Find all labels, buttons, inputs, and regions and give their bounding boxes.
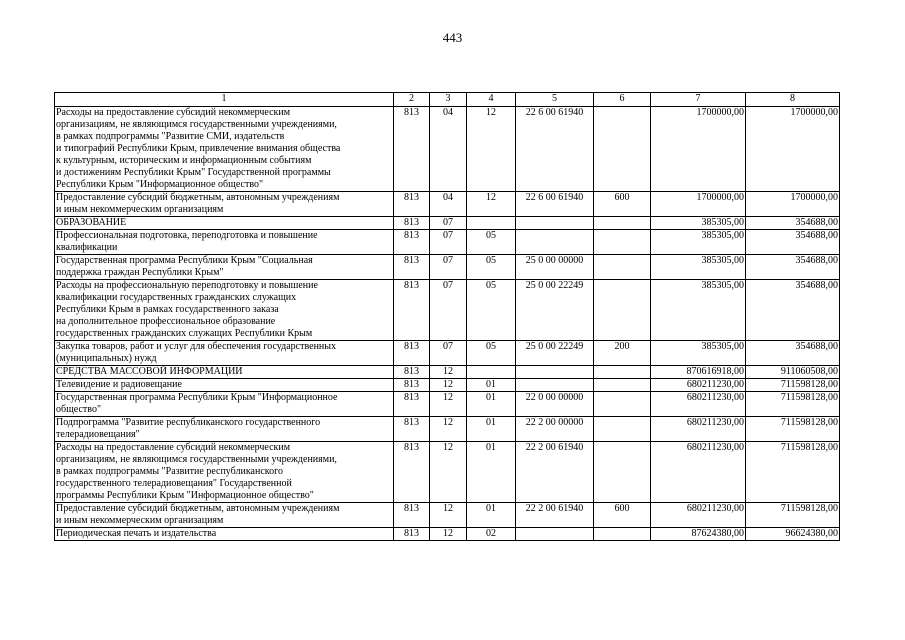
description-line: организациям, не являющимся государственными учреждениями, — [56, 454, 337, 465]
ministry-code-cell: 813 — [394, 379, 430, 392]
subsection-code-cell — [467, 366, 516, 379]
description-line: Предоставление субсидий бюджетным, автономным учреждениям — [56, 503, 340, 514]
section-code-cell: 07 — [430, 230, 467, 255]
row-description — [55, 417, 394, 442]
section-code-cell: 07 — [430, 255, 467, 280]
column-header: 8 — [746, 93, 840, 107]
description-line: квалификации государственных гражданских служащих — [56, 292, 297, 303]
section-code-cell: 07 — [430, 217, 467, 230]
ministry-code-cell: 813 — [394, 417, 430, 442]
target-article-cell: 22 6 00 61940 — [516, 107, 594, 192]
subsection-code-cell: 01 — [467, 392, 516, 417]
subsection-code-cell: 02 — [467, 528, 516, 541]
description-line: Профессиональная подготовка, переподготовка и повышение — [56, 230, 318, 241]
description-line: Предоставление субсидий бюджетным, автономным учреждениям — [56, 192, 340, 203]
expense-type-cell — [594, 528, 651, 541]
amount-year2-cell: 354688,00 — [746, 341, 840, 366]
expense-type-cell: 600 — [594, 503, 651, 528]
expense-type-cell — [594, 392, 651, 417]
description-line: к культурным, историческим и информационным событиям — [56, 155, 312, 166]
row-description — [55, 442, 394, 503]
amount-year1-cell: 385305,00 — [651, 341, 746, 366]
amount-year2-cell: 711598128,00 — [746, 503, 840, 528]
table-row — [55, 217, 840, 230]
row-description — [55, 379, 394, 392]
column-header: 2 — [394, 93, 430, 107]
row-description — [55, 217, 394, 230]
description-line: в рамках подпрограммы "Развитие СМИ, издательств — [56, 131, 285, 142]
subsection-code-cell: 01 — [467, 417, 516, 442]
description-line: Республики Крым в рамках государственного заказа — [56, 304, 279, 315]
amount-year2-cell: 354688,00 — [746, 230, 840, 255]
column-header: 3 — [430, 93, 467, 107]
expense-type-cell — [594, 107, 651, 192]
table-body — [55, 107, 840, 541]
section-code-cell: 04 — [430, 107, 467, 192]
amount-year2-cell: 96624380,00 — [746, 528, 840, 541]
page-number: 443 — [442, 30, 463, 45]
table-row — [55, 280, 840, 341]
target-article-cell: 25 0 00 22249 — [516, 280, 594, 341]
description-line: Подпрограмма "Развитие республиканского государственного — [56, 417, 321, 428]
section-code-cell: 12 — [430, 503, 467, 528]
amount-year2-cell: 354688,00 — [746, 255, 840, 280]
target-article-cell — [516, 528, 594, 541]
description-line: (муниципальных) нужд — [56, 353, 157, 364]
amount-year2-cell: 711598128,00 — [746, 417, 840, 442]
amount-year1-cell: 87624380,00 — [651, 528, 746, 541]
table-row — [55, 442, 840, 503]
target-article-cell: 22 2 00 61940 — [516, 503, 594, 528]
expense-type-cell — [594, 217, 651, 230]
table-row — [55, 503, 840, 528]
description-line: квалификации — [56, 242, 118, 253]
amount-year2-cell: 711598128,00 — [746, 442, 840, 503]
description-line: и типографий Республики Крым, привлечение внимания общества — [56, 143, 341, 154]
subsection-code-cell: 05 — [467, 230, 516, 255]
ministry-code-cell: 813 — [394, 217, 430, 230]
description-line: и иным некоммерческим организациям — [56, 204, 224, 215]
row-description — [55, 366, 394, 379]
amount-year2-cell: 711598128,00 — [746, 392, 840, 417]
amount-year2-cell: 1700000,00 — [746, 107, 840, 192]
column-header: 7 — [651, 93, 746, 107]
ministry-code-cell: 813 — [394, 255, 430, 280]
expense-type-cell — [594, 379, 651, 392]
target-article-cell: 22 0 00 00000 — [516, 392, 594, 417]
description-line: Закупка товаров, работ и услуг для обеспечения государственных — [56, 341, 337, 352]
description-line: поддержка граждан Республики Крым" — [56, 267, 224, 278]
description-line: общество" — [56, 404, 102, 415]
row-description — [55, 528, 394, 541]
expense-type-cell — [594, 280, 651, 341]
amount-year1-cell: 870616918,00 — [651, 366, 746, 379]
target-article-cell: 25 0 00 22249 — [516, 341, 594, 366]
table-row — [55, 341, 840, 366]
table-row — [55, 255, 840, 280]
expense-type-cell — [594, 417, 651, 442]
amount-year1-cell: 1700000,00 — [651, 107, 746, 192]
expense-type-cell — [594, 442, 651, 503]
amount-year1-cell: 680211230,00 — [651, 442, 746, 503]
subsection-code-cell — [467, 217, 516, 230]
expense-type-cell — [594, 255, 651, 280]
target-article-cell — [516, 230, 594, 255]
column-header: 6 — [594, 93, 651, 107]
description-line: программы Республики Крым "Информационное общество" — [56, 490, 314, 501]
row-description — [55, 230, 394, 255]
description-line: СРЕДСТВА МАССОВОЙ ИНФОРМАЦИИ — [56, 366, 243, 377]
amount-year1-cell: 385305,00 — [651, 280, 746, 341]
description-line: телерадиовещания" — [56, 429, 140, 440]
section-code-cell: 12 — [430, 392, 467, 417]
amount-year2-cell: 354688,00 — [746, 280, 840, 341]
section-code-cell: 04 — [430, 192, 467, 217]
section-code-cell: 12 — [430, 528, 467, 541]
description-line: на дополнительное профессиональное образование — [56, 316, 276, 327]
table-header-row — [55, 93, 840, 107]
amount-year1-cell: 385305,00 — [651, 217, 746, 230]
description-line: Республики Крым "Информационное общество" — [56, 179, 264, 190]
description-line: в рамках подпрограммы "Развитие республиканского — [56, 466, 283, 477]
table-row — [55, 230, 840, 255]
amount-year1-cell: 680211230,00 — [651, 503, 746, 528]
amount-year2-cell: 354688,00 — [746, 217, 840, 230]
table-row — [55, 192, 840, 217]
subsection-code-cell: 01 — [467, 379, 516, 392]
section-code-cell: 07 — [430, 280, 467, 341]
target-article-cell: 22 2 00 00000 — [516, 417, 594, 442]
row-description — [55, 503, 394, 528]
description-line: Периодическая печать и издательства — [56, 528, 217, 539]
ministry-code-cell: 813 — [394, 107, 430, 192]
subsection-code-cell: 05 — [467, 280, 516, 341]
table-row — [55, 392, 840, 417]
ministry-code-cell: 813 — [394, 280, 430, 341]
amount-year2-cell: 1700000,00 — [746, 192, 840, 217]
table-row — [55, 528, 840, 541]
amount-year1-cell: 680211230,00 — [651, 417, 746, 442]
target-article-cell — [516, 217, 594, 230]
table-row — [55, 379, 840, 392]
subsection-code-cell: 01 — [467, 503, 516, 528]
target-article-cell: 22 2 00 61940 — [516, 442, 594, 503]
target-article-cell — [516, 366, 594, 379]
expense-type-cell — [594, 366, 651, 379]
description-line: Телевидение и радиовещание — [56, 379, 182, 390]
row-description — [55, 280, 394, 341]
expense-type-cell: 600 — [594, 192, 651, 217]
budget-table — [54, 92, 840, 541]
amount-year1-cell: 385305,00 — [651, 230, 746, 255]
description-line: и достижениям Республики Крым" Государственной программы — [56, 167, 331, 178]
subsection-code-cell: 12 — [467, 107, 516, 192]
target-article-cell: 25 0 00 00000 — [516, 255, 594, 280]
ministry-code-cell: 813 — [394, 503, 430, 528]
row-description — [55, 107, 394, 192]
expense-type-cell: 200 — [594, 341, 651, 366]
description-line: и иным некоммерческим организациям — [56, 515, 224, 526]
subsection-code-cell: 05 — [467, 255, 516, 280]
description-line: Расходы на предоставление субсидий некоммерческим — [56, 107, 291, 118]
target-article-cell: 22 6 00 61940 — [516, 192, 594, 217]
ministry-code-cell: 813 — [394, 392, 430, 417]
amount-year1-cell: 680211230,00 — [651, 392, 746, 417]
description-line: государственных гражданских служащих Республики Крым — [56, 328, 313, 339]
ministry-code-cell: 813 — [394, 528, 430, 541]
description-line: Государственная программа Республики Крым "Социальная — [56, 255, 313, 266]
target-article-cell — [516, 379, 594, 392]
ministry-code-cell: 813 — [394, 366, 430, 379]
amount-year2-cell: 911060508,00 — [746, 366, 840, 379]
amount-year1-cell: 385305,00 — [651, 255, 746, 280]
description-line: Государственная программа Республики Крым "Информационное — [56, 392, 338, 403]
section-code-cell: 12 — [430, 417, 467, 442]
section-code-cell: 12 — [430, 442, 467, 503]
column-header: 5 — [516, 93, 594, 107]
table-row — [55, 366, 840, 379]
expense-type-cell — [594, 230, 651, 255]
description-line: организациям, не являющимся государственными учреждениями, — [56, 119, 337, 130]
subsection-code-cell: 01 — [467, 442, 516, 503]
column-header: 1 — [55, 93, 394, 107]
row-description — [55, 192, 394, 217]
amount-year2-cell: 711598128,00 — [746, 379, 840, 392]
subsection-code-cell: 05 — [467, 341, 516, 366]
ministry-code-cell: 813 — [394, 442, 430, 503]
description-line: государственного телерадиовещания" Государственной — [56, 478, 292, 489]
table-row — [55, 417, 840, 442]
row-description — [55, 255, 394, 280]
table-row — [55, 107, 840, 192]
description-line: Расходы на профессиональную переподготовку и повышение — [56, 280, 318, 291]
amount-year1-cell: 1700000,00 — [651, 192, 746, 217]
row-description — [55, 341, 394, 366]
section-code-cell: 12 — [430, 366, 467, 379]
amount-year1-cell: 680211230,00 — [651, 379, 746, 392]
ministry-code-cell: 813 — [394, 341, 430, 366]
section-code-cell: 07 — [430, 341, 467, 366]
description-line: ОБРАЗОВАНИЕ — [56, 217, 127, 228]
section-code-cell: 12 — [430, 379, 467, 392]
ministry-code-cell: 813 — [394, 192, 430, 217]
description-line: Расходы на предоставление субсидий некоммерческим — [56, 442, 291, 453]
row-description — [55, 392, 394, 417]
subsection-code-cell: 12 — [467, 192, 516, 217]
column-header: 4 — [467, 93, 516, 107]
ministry-code-cell: 813 — [394, 230, 430, 255]
